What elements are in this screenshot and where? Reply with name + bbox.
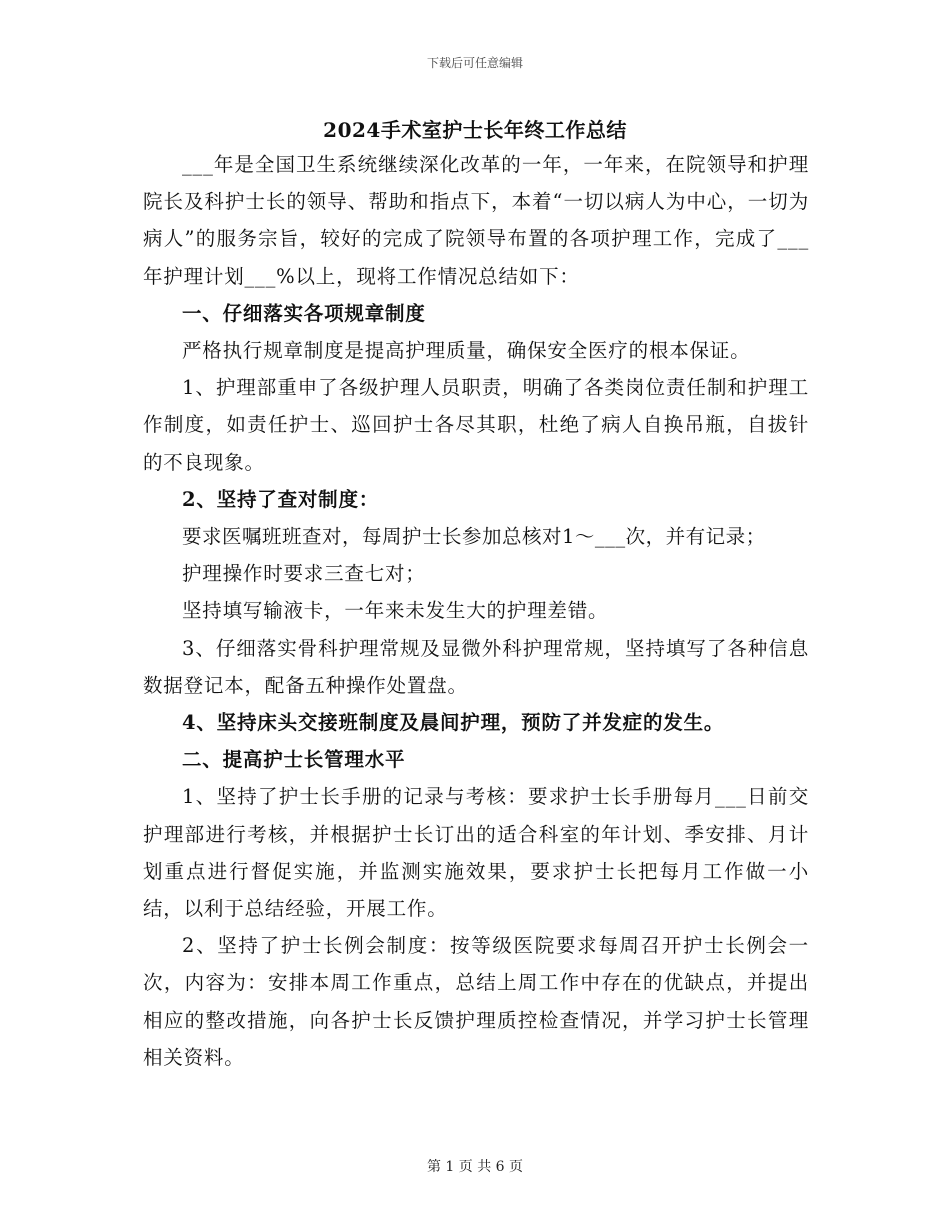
paragraph: 护理操作时要求三查七对； <box>182 562 426 586</box>
document-title: 2024手术室护士长年终工作总结 <box>323 118 627 142</box>
bold-paragraph: 4、坚持床头交接班制度及晨间护理，预防了并发症的发生。 <box>182 711 725 735</box>
paragraph: 2、坚持了护士长例会制度：按等级医院要求每周召开护士长例会一次，内容为：安排本周工作重点，总结上周工作中存在的优缺点，并提出相应的整改措施，向各护士长反馈护理质控检查情况，并学习护士长管理相关资料。 <box>143 934 809 1069</box>
paragraph: 1、坚持了护士长手册的记录与考核：要求护士长手册每月___日前交护理部进行考核，并根据护士长订出的适合科室的年计划、季安排、月计划重点进行督促实施，并监测实施效果，要求护士长把每月工作做一小结，以利于总结经验，开展工作。 <box>143 785 809 921</box>
paragraph: 要求医嘱班班查对，每周护士长参加总核对1～___次，并有记录； <box>182 525 766 549</box>
document-body <box>143 146 809 1076</box>
paragraph: 坚持填写输液卡，一年来未发生大的护理差错。 <box>182 599 609 623</box>
section-heading-1: 一、仔细落实各项规章制度 <box>182 301 426 325</box>
page-footer: 第 1 页 共 6 页 <box>426 1159 524 1175</box>
paragraph: 1、护理部重申了各级护理人员职责，明确了各类岗位责任制和护理工作制度，如责任护士、巡回护士各尽其职，杜绝了病人自换吊瓶，自拔针的不良现象。 <box>143 376 809 474</box>
paragraph: 3、仔细落实骨科护理常规及显微外科护理常规，坚持填写了各种信息数据登记本，配备五种操作处置盘。 <box>143 636 809 697</box>
section-heading-2: 二、提高护士长管理水平 <box>182 748 406 772</box>
header-note: 下载后可任意编辑 <box>426 56 523 70</box>
paragraph: 严格执行规章制度是提高护理质量，确保安全医疗的根本保证。 <box>182 339 751 363</box>
subheading: 2、坚持了查对制度： <box>182 487 380 511</box>
intro-paragraph: ___年是全国卫生系统继续深化改革的一年，一年来，在院领导和护理院长及科护士长的领导、帮助和指点下，本着“一切以病人为中心，一切为病人”的服务宗旨，较好的完成了院领导布置的各项护理工作，完成了___年护理计划___%以上，现将工作情况总结如下： <box>143 153 809 288</box>
